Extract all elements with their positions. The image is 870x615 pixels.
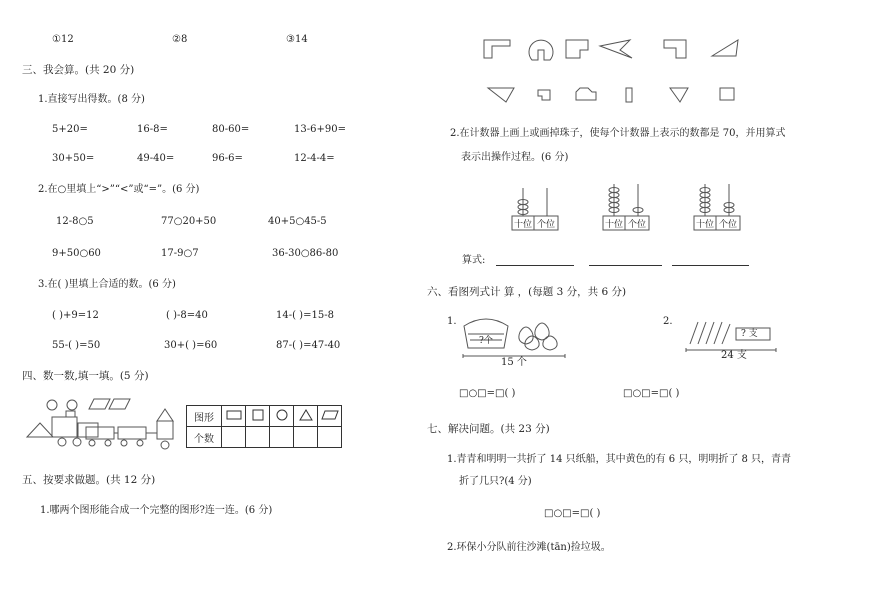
- compare-item: 40+5○45-5: [268, 216, 327, 227]
- compare-item: 12-8○5: [56, 216, 94, 227]
- p1-total: 15 个: [501, 357, 527, 368]
- compare-item: 36-30○86-80: [272, 248, 339, 259]
- calc-item: 13-6+90=: [294, 124, 346, 135]
- calc-item: 5+20=: [52, 124, 88, 135]
- square-icon: [246, 406, 270, 427]
- fill-item: 30+( )=60: [164, 340, 218, 351]
- fill-item: 87-( )=47-40: [276, 340, 341, 351]
- abacus-tens-label: 十位: [696, 220, 715, 230]
- s7-q1-answer: □○□=□( ): [544, 508, 601, 519]
- fruit-picture: [460, 310, 570, 358]
- shape-pieces: [480, 36, 750, 106]
- s5-q2-line2: 表示出操作过程。(6 分): [461, 152, 569, 163]
- train-figure: [22, 395, 182, 453]
- calc-item: 49-40=: [137, 153, 175, 164]
- fill-item: 55-( )=50: [52, 340, 101, 351]
- count-cell[interactable]: [270, 427, 294, 448]
- p1-number: 1.: [447, 316, 457, 327]
- p2-total: 24 支: [721, 350, 747, 361]
- count-cell[interactable]: [222, 427, 246, 448]
- pencil-box-label: ? 支: [741, 329, 758, 339]
- section4-title: 四、数一数,填一填。(5 分): [22, 370, 149, 382]
- abacus-ones-label: 个位: [719, 220, 738, 230]
- compare-item: 77○20+50: [161, 216, 217, 227]
- pencils-picture: [684, 318, 784, 352]
- table-header-count: 个数: [187, 427, 222, 448]
- s7-q2-text: 2.环保小分队前往沙滩(tān)捡垃圾。: [447, 542, 611, 553]
- p2-number: 2.: [663, 316, 673, 327]
- table-header-shape: 图形: [187, 406, 222, 427]
- count-cell[interactable]: [246, 427, 270, 448]
- calc-item: 16-8=: [137, 124, 168, 135]
- circle-icon: [270, 406, 294, 427]
- abacus-ones-label: 个位: [628, 220, 647, 230]
- abacus-tens-label: 十位: [605, 220, 624, 230]
- section7-title: 七、解决问题。(共 23 分): [427, 423, 550, 435]
- calc-item: 96-6=: [212, 153, 243, 164]
- calc-item: 80-60=: [212, 124, 250, 135]
- formula-label: 算式:: [462, 255, 486, 266]
- abacus-tens-label: 十位: [514, 220, 533, 230]
- s7-q1-line1: 1.青青和明明一共折了 14 只纸船，其中黄色的有 6 只，明明折了 8 只，青青: [447, 454, 792, 465]
- count-cell[interactable]: [294, 427, 318, 448]
- basket-label: ?个: [479, 336, 493, 346]
- abacus-ones-label: 个位: [537, 220, 556, 230]
- compare-item: 9+50○60: [52, 248, 101, 259]
- q1-title: 1.直接写出得数。(8 分): [38, 94, 145, 105]
- s5-q2-line1: 2.在计数器上画上或画掉珠子，使每个计数器上表示的数都是 70，并用算式: [450, 128, 786, 139]
- option-2: ②8: [172, 34, 188, 45]
- calc-item: 12-4-4=: [294, 153, 335, 164]
- section5-title: 五、按要求做题。(共 12 分): [22, 474, 156, 486]
- formula-blank-2[interactable]: [589, 265, 662, 266]
- count-cell[interactable]: [318, 427, 342, 448]
- triangle-icon: [294, 406, 318, 427]
- s5-q1-text: 1.哪两个图形能合成一个完整的图形?连一连。(6 分): [40, 505, 273, 516]
- p2-answer: □○□=□( ): [623, 388, 680, 399]
- shape-count-table: [186, 405, 342, 448]
- parallelogram-icon: [318, 406, 342, 427]
- q3-title: 3.在( )里填上合适的数。(6 分): [38, 279, 176, 290]
- compare-item: 17-9○7: [161, 248, 199, 259]
- section6-title: 六、看图列式计 算 ，(每题 3 分，共 6 分): [427, 286, 627, 298]
- formula-blank-1[interactable]: [496, 265, 574, 266]
- section3-title: 三、我会算。(共 20 分): [22, 64, 135, 76]
- fill-item: ( )+9=12: [52, 310, 99, 321]
- rect-icon: [222, 406, 246, 427]
- q2-title: 2.在○里填上“>”“<”或“=”。(6 分): [38, 184, 200, 195]
- s7-q1-line2: 折了几只?(4 分): [459, 476, 532, 487]
- calc-item: 30+50=: [52, 153, 95, 164]
- option-3: ③14: [286, 34, 308, 45]
- formula-blank-3[interactable]: [672, 265, 749, 266]
- fill-item: 14-( )=15-8: [276, 310, 334, 321]
- fill-item: ( )-8=40: [166, 310, 208, 321]
- p1-answer: □○□=□( ): [459, 388, 516, 399]
- option-1: ①12: [52, 34, 74, 45]
